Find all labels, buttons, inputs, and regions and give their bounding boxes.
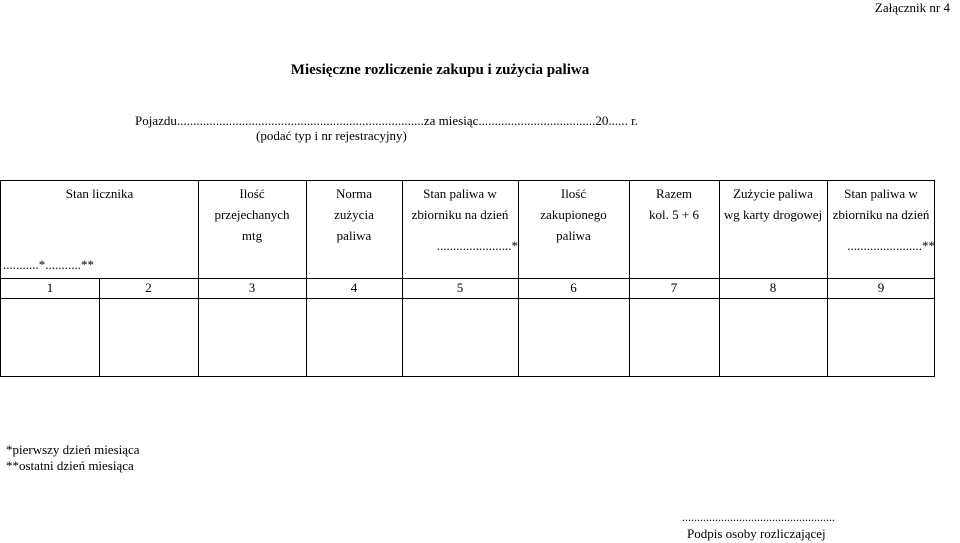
signature-label: Podpis osoby rozliczającej	[687, 526, 826, 541]
header-meter-marker: ...........*...........**	[3, 257, 94, 272]
header-line: zużycia	[334, 207, 374, 222]
header-line: paliwa	[556, 228, 591, 243]
column-number: 4	[350, 280, 358, 295]
vehicle-month-line: Pojazdu............................................................................za miesiąc....................................20...... r.	[135, 113, 638, 128]
signature-line: ...................................................	[682, 510, 835, 524]
footnote-last-day: **ostatni dzień miesiąca	[6, 458, 134, 473]
header-fuel-start	[402, 183, 518, 225]
header-fuel-end-marker: .......................**	[847, 238, 935, 253]
header-line: Stan paliwa w	[844, 186, 918, 201]
column-number: 9	[877, 280, 885, 295]
column-number: 6	[570, 280, 577, 295]
header-line: zakupionego	[540, 207, 607, 222]
header-meter-reading	[1, 183, 198, 204]
footnote-first-day: *pierwszy dzień miesiąca	[6, 442, 140, 457]
header-total	[629, 183, 719, 225]
header-line: Stan paliwa w	[423, 186, 497, 201]
header-distance	[198, 183, 306, 246]
attachment-label: Załącznik nr 4	[874, 0, 950, 15]
header-line: Razem	[655, 186, 693, 201]
number-row-bottom-line	[1, 298, 934, 299]
header-fuel-end	[827, 183, 935, 225]
header-fuel-purchased	[518, 183, 629, 246]
header-line: Zużycie paliwa	[733, 186, 813, 201]
vehicle-hint: (podać typ i nr rejestracyjny)	[256, 128, 407, 143]
header-line: Stan licznika	[65, 186, 134, 201]
header-line: przejechanych	[214, 207, 290, 222]
header-line: paliwa	[336, 228, 372, 243]
header-line: wg karty drogowej	[723, 207, 823, 222]
header-line: Ilość	[560, 186, 587, 201]
header-line: zbiorniku na dzień	[411, 207, 509, 222]
header-line: mtg	[241, 228, 263, 243]
column-number: 8	[769, 280, 777, 295]
header-fuel-used	[719, 183, 827, 225]
header-fuel-start-marker: .......................*	[436, 238, 518, 253]
column-number: 5	[456, 280, 464, 295]
fuel-settlement-table	[0, 180, 935, 377]
header-consumption-norm	[306, 183, 402, 246]
document-title: Miesięczne rozliczenie zakupu i zużycia paliwa	[290, 62, 590, 78]
column-number: 7	[670, 280, 678, 295]
column-number: 2	[145, 280, 152, 295]
header-line: kol. 5 + 6	[649, 207, 699, 222]
header-line: Norma	[335, 186, 373, 201]
header-line: zbiorniku na dzień	[832, 207, 930, 222]
column-number: 1	[46, 280, 54, 295]
header-line: Ilość	[239, 186, 265, 201]
column-number: 3	[248, 280, 256, 295]
